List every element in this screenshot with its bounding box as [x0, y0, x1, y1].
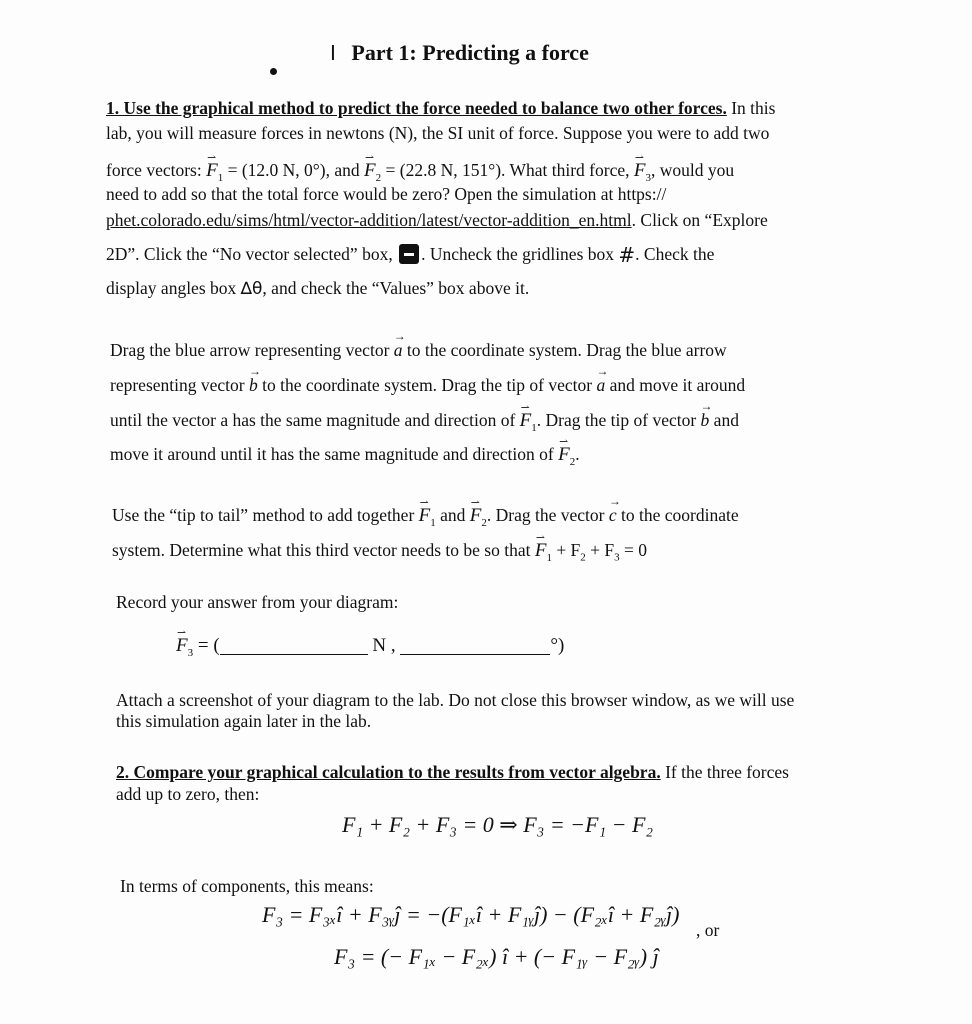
- q1-line-2: lab, you will measure forces in newtons (N), the SI unit of force. Suppose you were to add two: [106, 123, 770, 143]
- f1-symbol: ⇀ $F_1$: [206, 161, 223, 188]
- q1-heading: 1. Use the graphical method to predict the force needed to balance two other forces.: [106, 98, 727, 118]
- f1-symbol-3: ⇀ $F_1$: [419, 506, 436, 533]
- p2-line-4: move it around until it has the same magnitude and direction of ⇀ $F_2$.: [110, 444, 580, 472]
- q2-line-1: 2. Compare your graphical calculation to the results from vector algebra. If the three forces: [116, 762, 789, 782]
- f1-symbol-4: ⇀ $F_1$: [535, 541, 552, 568]
- text-cursor-icon: I: [330, 41, 336, 65]
- q2-heading: 2. Compare your graphical calculation to the results from vector algebra.: [116, 762, 661, 782]
- vector-a-symbol: → a: [394, 340, 403, 360]
- q1-line-7: display angles box ∆θ, and check the “Values” box above it.: [106, 278, 530, 299]
- vector-c-symbol: → c: [609, 505, 617, 525]
- magnitude-blank[interactable]: [220, 636, 368, 655]
- record-label: Record your answer from your diagram:: [116, 592, 399, 612]
- q1-line-1: [106, 98, 775, 118]
- f2-symbol-2: ⇀ $F_2$: [558, 445, 575, 472]
- p2-line-3: until the vector a has the same magnitude and direction of ⇀ $F_1$. Drag the tip of vector → b and: [110, 410, 739, 438]
- equation-components-simplified: F₃ = (− F₁ₓ − F₂ₓ) î + (− F₁ᵧ − F₂ᵧ) ĵ: [334, 944, 659, 969]
- p2-line-1: Drag the blue arrow representing vector → a to the coordinate system. Drag the blue arrow: [110, 340, 727, 360]
- f2-symbol: ⇀ $F_2$: [364, 161, 381, 188]
- simulation-link[interactable]: phet.colorado.edu/sims/html/vector-addition/latest/vector-addition_en.html: [106, 210, 632, 230]
- f2-symbol-3: ⇀ $F_2$: [470, 506, 487, 533]
- equation-components: F₃ = F₃ₓî + F₃ᵧĵ = −(F₁ₓî + F₁ᵧĵ) − (F₂ₓî + F₂ᵧĵ): [262, 902, 680, 927]
- equation-sum-zero: F₁ + F₂ + F₃ = 0 ⇒ F₃ = −F₁ − F₂: [342, 812, 654, 837]
- q1-line-5: phet.colorado.edu/sims/html/vector-addition/latest/vector-addition_en.html. Click on “Explore: [106, 210, 768, 230]
- page-title: [330, 40, 589, 66]
- p3-line-1: Use the “tip to tail” method to add together ⇀ $F_1$ and ⇀ $F_2$. Drag the vector → c to the coordinate: [112, 505, 739, 533]
- vector-a-symbol-2: → a: [596, 375, 605, 395]
- q2-line-2: add up to zero, then:: [116, 784, 260, 804]
- f3-symbol: ⇀ $F_3$: [634, 161, 651, 188]
- attach-line-1: Attach a screenshot of your diagram to the lab. Do not close this browser window, as we will use: [116, 690, 795, 710]
- components-label: In terms of components, this means:: [120, 876, 374, 896]
- q1-intro: In this: [726, 98, 776, 118]
- q1-line-4: need to add so that the total force would be zero? Open the simulation at https://: [106, 184, 667, 204]
- or-text: , or: [696, 920, 720, 940]
- p2-line-2: representing vector → b to the coordinate system. Drag the tip of vector → a and move it around: [110, 375, 745, 395]
- gridlines-icon: #: [618, 243, 636, 267]
- q1-line-3: force vectors: ⇀ $F_1 = (12.0$ N, 0°), and ⇀ $F_2 = (22.8$ N, 151°). What third force, ⇀ $F_3$, would you: [106, 160, 734, 188]
- angle-blank[interactable]: [400, 636, 550, 655]
- no-vector-selected-icon: [399, 244, 419, 264]
- q1-line-6: 2D”. Click the “No vector selected” box, . Uncheck the gridlines box #. Check the: [106, 243, 715, 267]
- display-angles-icon: ∆θ: [240, 279, 263, 299]
- bullet-dot: [270, 68, 277, 75]
- f3-symbol-record: ⇀ $F_3$: [176, 636, 193, 663]
- record-answer: ⇀ $F_3$ = ( N , °): [176, 636, 564, 663]
- vector-b-symbol-2: → b: [701, 410, 710, 430]
- attach-line-2: this simulation again later in the lab.: [116, 711, 372, 731]
- sum-zero: = 0: [624, 540, 648, 560]
- title-text: Part 1: Predicting a force: [351, 40, 589, 65]
- f1-symbol-2: ⇀ $F_1$: [520, 411, 537, 438]
- vector-b-symbol: → b: [249, 375, 258, 395]
- p3-line-2: system. Determine what this third vector needs to be so that ⇀ $F_1 + F_2 + F_3 = 0$: [112, 540, 647, 568]
